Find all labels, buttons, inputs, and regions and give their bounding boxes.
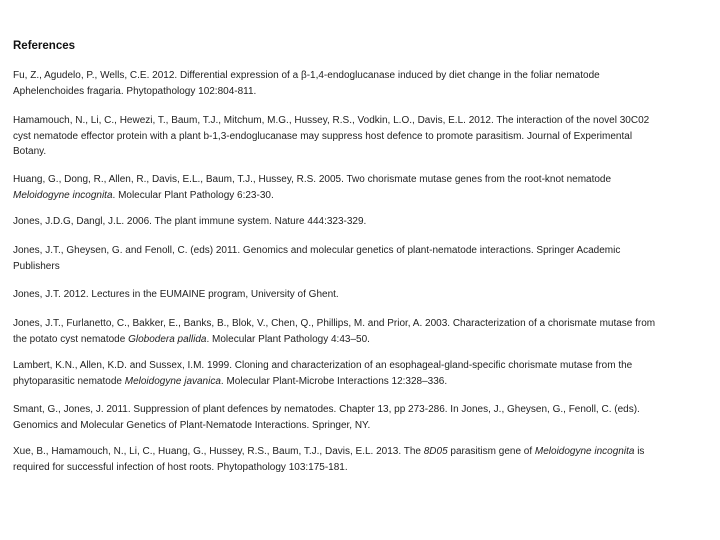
reference-line	[13, 332, 709, 348]
reference-line: Jones, J.T. 2012. Lectures in the EUMAINE program, University of Ghent.	[13, 289, 339, 300]
reference-jones-dangl-2006	[13, 214, 709, 230]
reference-huang-2005	[13, 172, 709, 203]
reference-xue-2013	[13, 444, 709, 475]
reference-line	[13, 444, 709, 460]
reference-text: is	[634, 446, 645, 457]
reference-line: Publishers	[13, 260, 60, 272]
reference-fu-2012	[13, 68, 709, 99]
reference-line: required for successful infection of host roots. Phytopathology 103:175-181.	[13, 461, 348, 473]
reference-text: -1,4-endoglucanase induced by diet change in the foliar nematode	[306, 70, 600, 81]
reference-line: cyst nematode effector protein with a plant b-1,3-endoglucanase may suppress host defence to promote parasitism. Journal of Experimental	[13, 130, 633, 142]
reference-lambert-1999	[13, 358, 709, 389]
reference-text: parasitism gene of	[447, 446, 535, 457]
reference-jones-2012	[13, 287, 709, 303]
reference-smant-2011	[13, 402, 709, 433]
species-name: Meloidogyne incognita	[534, 446, 635, 457]
reference-line: Hamamouch, N., Li, C., Hewezi, T., Baum, T.J., Mitchum, M.G., Hussey, R.S., Vodkin, L.O., Davis, E.L. 2012. The interaction of the novel 30C02	[13, 115, 650, 126]
reference-text: phytoparasitic nematode	[13, 375, 125, 387]
reference-jones-gheysen-2011	[13, 243, 709, 274]
reference-text: Fu, Z., Agudelo, P., Wells, C.E. 2012. Differential expression of a	[13, 70, 301, 81]
reference-line	[13, 374, 709, 390]
reference-line	[13, 68, 709, 84]
species-name: Globodera pallida	[128, 333, 207, 345]
references-heading: References	[13, 40, 76, 52]
species-name: Meloidogyne javanica	[124, 375, 221, 387]
species-name: Meloidogyne incognita	[13, 189, 113, 201]
reference-line: Lambert, K.N., Allen, K.D. and Sussex, I.M. 1999. Cloning and characterization of an esophageal-gland-specific chorismate mutase from the	[13, 360, 633, 371]
beta-symbol: β	[300, 70, 307, 81]
reference-line	[13, 188, 709, 204]
reference-line: Genomics and Molecular Genetics of Plant-Nematode Interactions. Springer, NY.	[13, 419, 371, 431]
reference-line: Jones, J.T., Gheysen, G. and Fenoll, C. (eds) 2011. Genomics and molecular genetics of plant-nematode interactions. Springer Academic	[13, 245, 621, 256]
reference-hamamouch-2012	[13, 113, 709, 160]
reference-line: Aphelenchoides fragaria. Phytopathology 102:804-811.	[13, 85, 257, 97]
reference-line: Smant, G., Jones, J. 2011. Suppression of plant defences by nematodes. Chapter 13, pp 273-286. In Jones, J., Gheysen, G., Fenoll, C. (eds).	[13, 404, 640, 415]
reference-text: . Molecular Plant-Microbe Interactions 12:328–336.	[220, 375, 448, 387]
gene-name: 8D05	[423, 446, 448, 457]
reference-text: Xue, B., Hamamouch, N., Li, C., Huang, G., Hussey, R.S., Baum, T.J., Davis, E.L. 2013. The	[13, 446, 424, 457]
reference-text: the potato cyst nematode	[13, 333, 129, 345]
reference-line: Jones, J.D.G, Dangl, J.L. 2006. The plant immune system. Nature 444:323-329.	[13, 216, 367, 227]
reference-line: Botany.	[13, 146, 47, 157]
reference-line: Huang, G., Dong, R., Allen, R., Davis, E.L., Baum, T.J., Hussey, R.S. 2005. Two chorismate mutase genes from the root-knot nematode	[13, 174, 612, 185]
reference-text: . Molecular Plant Pathology 4:43–50.	[206, 333, 370, 345]
reference-jones-furlanetto-2003	[13, 316, 709, 347]
reference-text: . Molecular Plant Pathology 6:23-30.	[112, 189, 274, 201]
reference-line: Jones, J.T., Furlanetto, C., Bakker, E., Banks, B., Blok, V., Chen, Q., Phillips, M. and Prior, A. 2003. Characterization of a chorismate mutase from	[13, 318, 656, 329]
